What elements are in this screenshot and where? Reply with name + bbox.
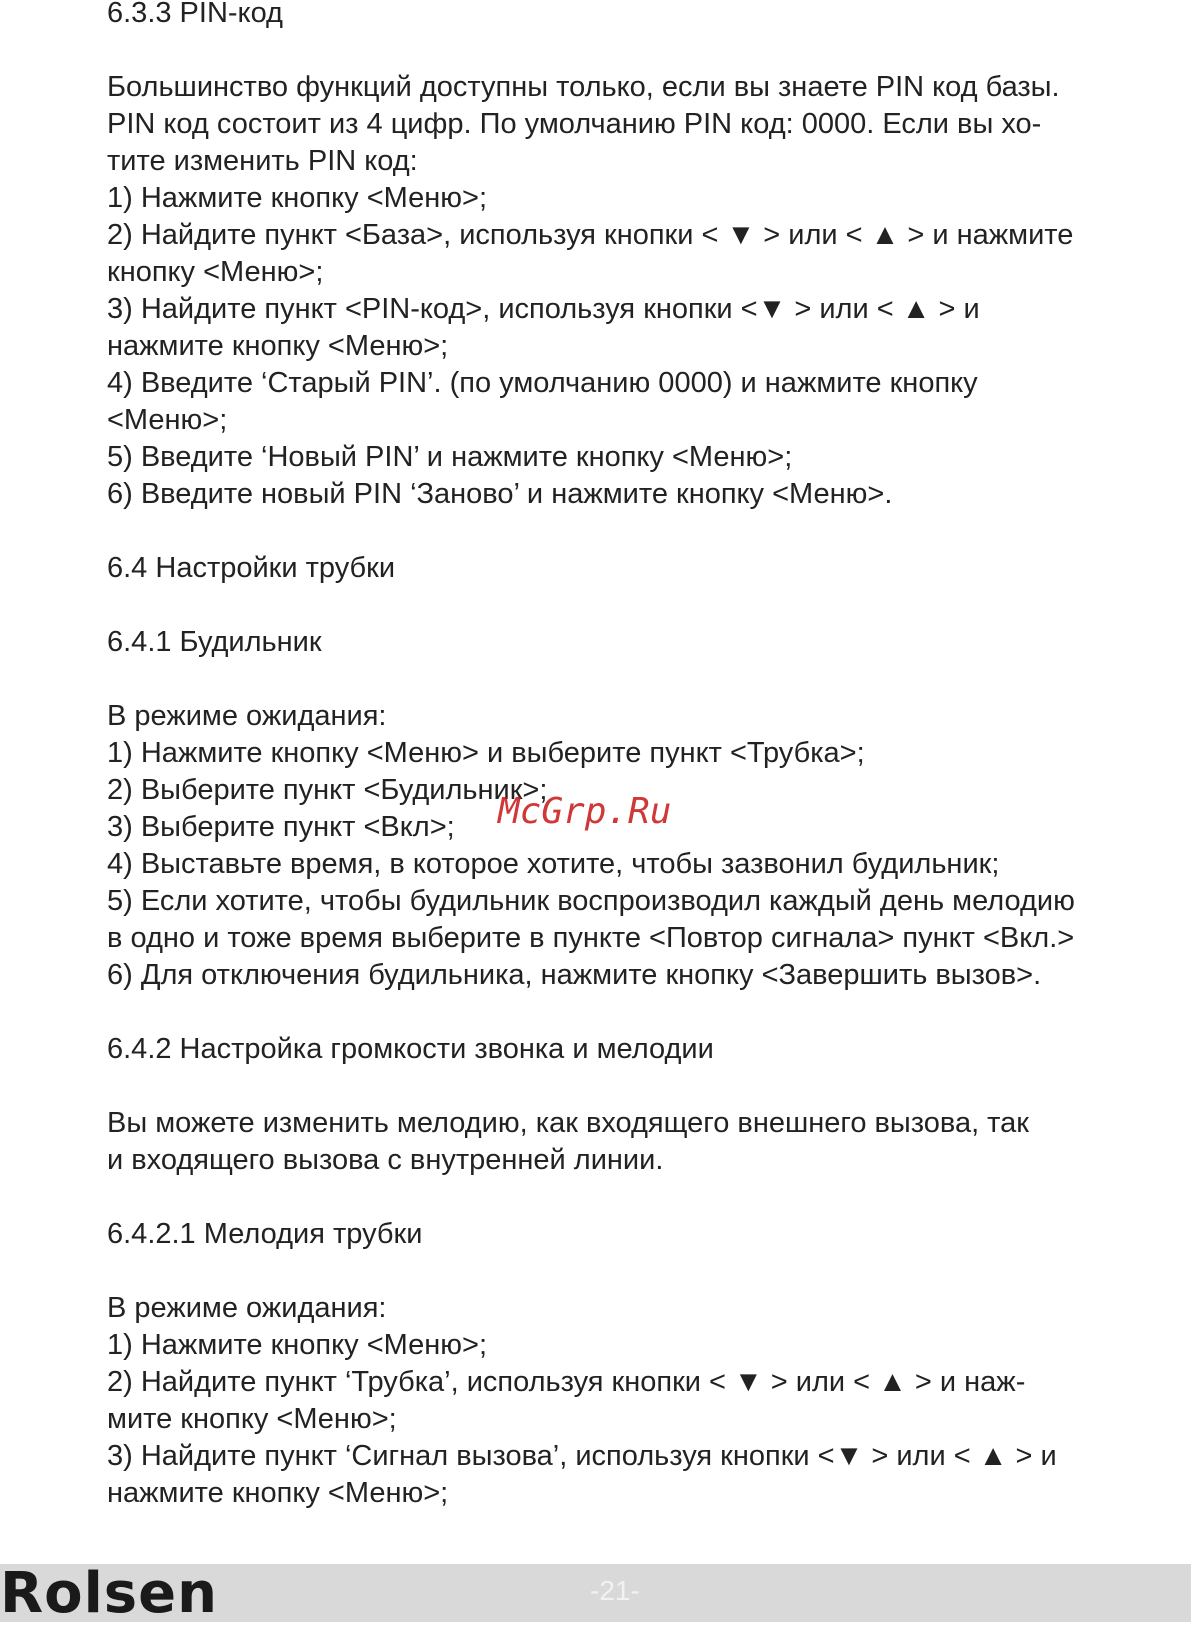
paragraph-line: Большинство функций доступны только, если вы знаете PIN код базы.	[107, 71, 1060, 103]
paragraph-line: В режиме ожидания:	[107, 1292, 387, 1324]
section-heading-6-4-2-1: 6.4.2.1 Мелодия трубки	[107, 1218, 423, 1250]
list-item: 3) Найдите пункт <PIN-код>, используя кнопки <▼ > или < ▲ > и	[107, 293, 980, 325]
list-item-continuation: мите кнопку <Меню>;	[107, 1403, 397, 1435]
list-item: 4) Выставьте время, в которое хотите, чтобы зазвонил будильник;	[107, 848, 1000, 880]
list-item: 5) Если хотите, чтобы будильник воспроизводил каждый день мелодию	[107, 885, 1075, 917]
list-item: 6) Для отключения будильника, нажмите кнопку <Завершить вызов>.	[107, 959, 1042, 991]
list-item-continuation: кнопку <Меню>;	[107, 256, 324, 288]
paragraph-line: и входящего вызова с внутренней линии.	[107, 1144, 664, 1176]
list-item: 2) Выберите пункт <Будильник>;	[107, 774, 548, 806]
list-item: 3) Выберите пункт <Вкл>;	[107, 811, 455, 843]
list-item: 1) Нажмите кнопку <Меню>;	[107, 182, 488, 214]
page-number: -21-	[590, 1575, 640, 1606]
page-footer	[0, 1561, 1191, 1626]
paragraph-line: PIN код состоит из 4 цифр. По умолчанию PIN код: 0000. Если вы хо-	[107, 108, 1042, 140]
paragraph-line: Вы можете изменить мелодию, как входящего внешнего вызова, так	[107, 1107, 1029, 1139]
list-item-continuation: нажмите кнопку <Меню>;	[107, 330, 449, 362]
list-item-continuation: <Меню>;	[107, 404, 228, 436]
list-item: 6) Введите новый PIN ‘Заново’ и нажмите кнопку <Меню>.	[107, 478, 893, 510]
list-item-continuation: в одно и тоже время выберите в пункте <Повтор сигнала> пункт <Вкл.>	[107, 922, 1075, 954]
list-item: 2) Найдите пункт ‘Трубка’, используя кнопки < ▼ > или < ▲ > и наж-	[107, 1366, 1026, 1398]
list-item: 1) Нажмите кнопку <Меню>;	[107, 1329, 488, 1361]
list-item: 2) Найдите пункт <База>, используя кнопки < ▼ > или < ▲ > и нажмите	[107, 219, 1074, 251]
section-heading-6-4: 6.4 Настройки трубки	[107, 552, 396, 584]
brand-logo: Rolsen	[0, 1561, 218, 1626]
list-item: 1) Нажмите кнопку <Меню> и выберите пункт <Трубка>;	[107, 737, 865, 769]
list-item: 5) Введите ‘Новый PIN’ и нажмите кнопку <Меню>;	[107, 441, 793, 473]
list-item: 4) Введите ‘Старый PIN’. (по умолчанию 0000) и нажмите кнопку	[107, 367, 978, 399]
paragraph-line: В режиме ожидания:	[107, 700, 387, 732]
list-item: 3) Найдите пункт ‘Сигнал вызова’, используя кнопки <▼ > или < ▲ > и	[107, 1440, 1057, 1472]
list-item-continuation: нажмите кнопку <Меню>;	[107, 1477, 449, 1509]
section-heading-6-4-1: 6.4.1 Будильник	[107, 626, 322, 658]
section-heading-6-4-2: 6.4.2 Настройка громкости звонка и мелодии	[107, 1033, 714, 1065]
section-heading-6-3-3: 6.3.3 PIN-код	[107, 0, 283, 29]
watermark-text: McGrp.Ru	[498, 791, 672, 832]
paragraph-line: тите изменить PIN код:	[107, 145, 418, 177]
